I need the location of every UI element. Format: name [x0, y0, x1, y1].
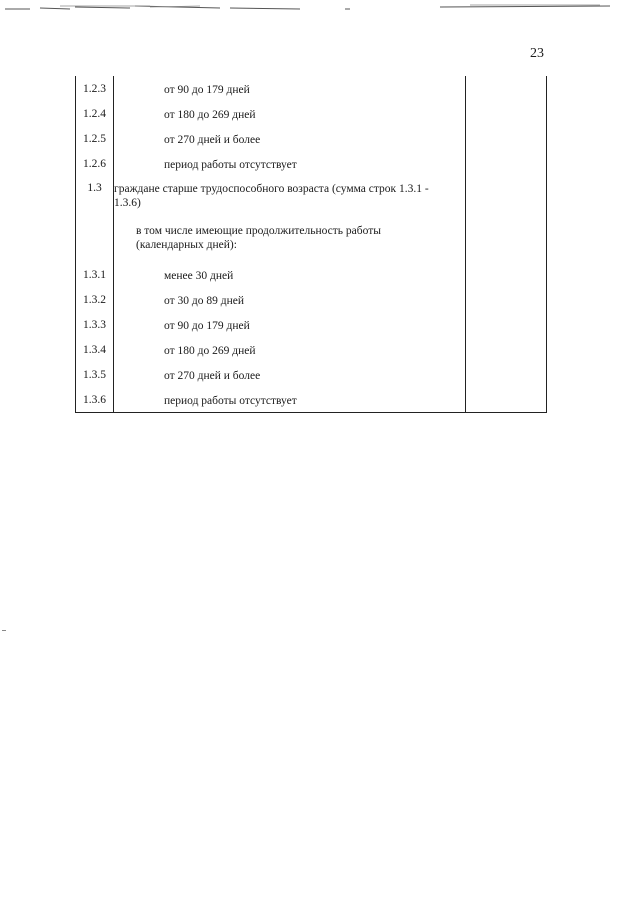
value-cell: [466, 218, 547, 262]
value-cell: [466, 387, 547, 413]
table-row: [76, 262, 547, 287]
row-label: от 270 дней и более: [114, 362, 466, 387]
row-label: от 270 дней и более: [114, 126, 466, 151]
table-row: [76, 101, 547, 126]
page-number: 23: [530, 46, 544, 61]
table-row: [76, 287, 547, 312]
table-row: [76, 218, 547, 262]
row-number: 1.2.3: [76, 76, 114, 101]
scan-artifact-top: [0, 0, 640, 14]
table-row: [76, 76, 547, 101]
data-table: [75, 76, 547, 413]
row-label: от 180 до 269 дней: [114, 101, 466, 126]
row-label: период работы отсутствует: [114, 151, 466, 176]
value-cell: [466, 126, 547, 151]
row-label: граждане старше трудоспособного возраста (сумма строк 1.3.1 - 1.3.6): [114, 176, 466, 218]
row-number: 1.3.6: [76, 387, 114, 413]
row-number: 1.2.5: [76, 126, 114, 151]
row-label: период работы отсутствует: [114, 387, 466, 413]
row-label: от 30 до 89 дней: [114, 287, 466, 312]
value-cell: [466, 362, 547, 387]
table-row: [76, 337, 547, 362]
row-number: 1.3.4: [76, 337, 114, 362]
row-number: [76, 218, 114, 262]
table-row: [76, 151, 547, 176]
row-label: от 90 до 179 дней: [114, 312, 466, 337]
row-number: 1.3.5: [76, 362, 114, 387]
table-row: [76, 387, 547, 413]
value-cell: [466, 176, 547, 218]
value-cell: [466, 312, 547, 337]
value-cell: [466, 287, 547, 312]
table-row: [76, 176, 547, 218]
value-cell: [466, 262, 547, 287]
table-row: [76, 126, 547, 151]
row-label: менее 30 дней: [114, 262, 466, 287]
row-label: в том числе имеющие продолжительность работы (календарных дней):: [114, 218, 466, 262]
row-label: от 90 до 179 дней: [114, 76, 466, 101]
value-cell: [466, 151, 547, 176]
scan-artifact-mark: [2, 630, 6, 631]
row-number: 1.2.6: [76, 151, 114, 176]
row-label: от 180 до 269 дней: [114, 337, 466, 362]
value-cell: [466, 76, 547, 101]
value-cell: [466, 101, 547, 126]
row-number: 1.3: [76, 176, 114, 218]
row-number: 1.3.2: [76, 287, 114, 312]
table-row: [76, 362, 547, 387]
table-row: [76, 312, 547, 337]
value-cell: [466, 337, 547, 362]
row-number: 1.2.4: [76, 101, 114, 126]
row-number: 1.3.3: [76, 312, 114, 337]
row-number: 1.3.1: [76, 262, 114, 287]
